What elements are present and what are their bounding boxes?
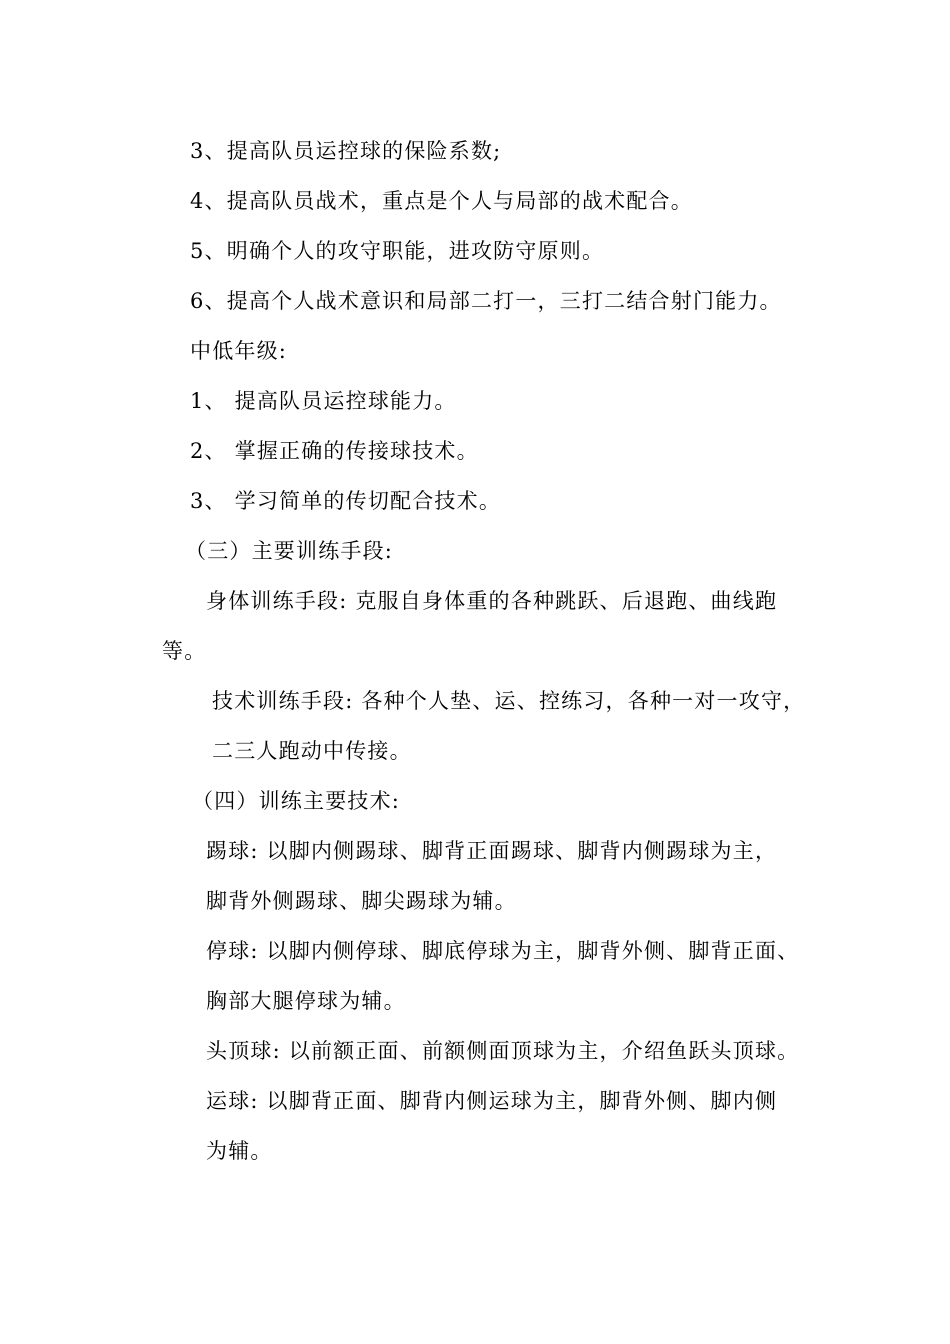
- technical-training-text: 技术训练手段: 各种个人垫、运、控练习，各种一对一攻守，: [212, 689, 806, 713]
- technical-training-text-cont: 二三人跑动中传接。: [212, 739, 412, 763]
- section-heading-main-techniques: （四）训练主要技术:: [192, 789, 401, 813]
- kicking-text-cont: 脚背外侧踢球、脚尖踢球为辅。: [206, 889, 517, 913]
- physical-training-text-cont: 等。: [162, 639, 207, 663]
- dribbling-text-cont: 为辅。: [206, 1139, 273, 1163]
- section-heading-training-methods: （三）主要训练手段:: [185, 539, 394, 563]
- goal-item-4: 4、提高队员战术，重点是个人与局部的战术配合。: [190, 189, 693, 213]
- lower-grade-item-2: 2、 掌握正确的传接球技术。: [190, 439, 479, 463]
- trapping-text-cont: 胸部大腿停球为辅。: [206, 989, 406, 1013]
- goal-item-3: 3、提高队员运控球的保险系数;: [190, 139, 502, 163]
- goal-item-5: 5、明确个人的攻守职能，进攻防守原则。: [190, 239, 605, 263]
- kicking-text: 踢球: 以脚内侧踢球、脚背正面踢球、脚背内侧踢球为主，: [206, 839, 778, 863]
- lower-grade-item-3: 3、 学习简单的传切配合技术。: [190, 489, 502, 513]
- physical-training-text: 身体训练手段: 克服自身体重的各种跳跃、后退跑、曲线跑: [206, 589, 778, 613]
- trapping-text: 停球: 以脚内侧停球、脚底停球为主，脚背外侧、脚背正面、: [206, 939, 800, 963]
- section-heading-lower-grades: 中低年级:: [190, 339, 288, 363]
- goal-item-6: 6、提高个人战术意识和局部二打一，三打二结合射门能力。: [190, 289, 782, 313]
- heading-ball-text: 头顶球: 以前额正面、前额侧面顶球为主，介绍鱼跃头顶球。: [206, 1039, 800, 1063]
- dribbling-text: 运球: 以脚背正面、脚背内侧运球为主，脚背外侧、脚内侧: [206, 1089, 778, 1113]
- lower-grade-item-1: 1、 提高队员运控球能力。: [190, 389, 457, 413]
